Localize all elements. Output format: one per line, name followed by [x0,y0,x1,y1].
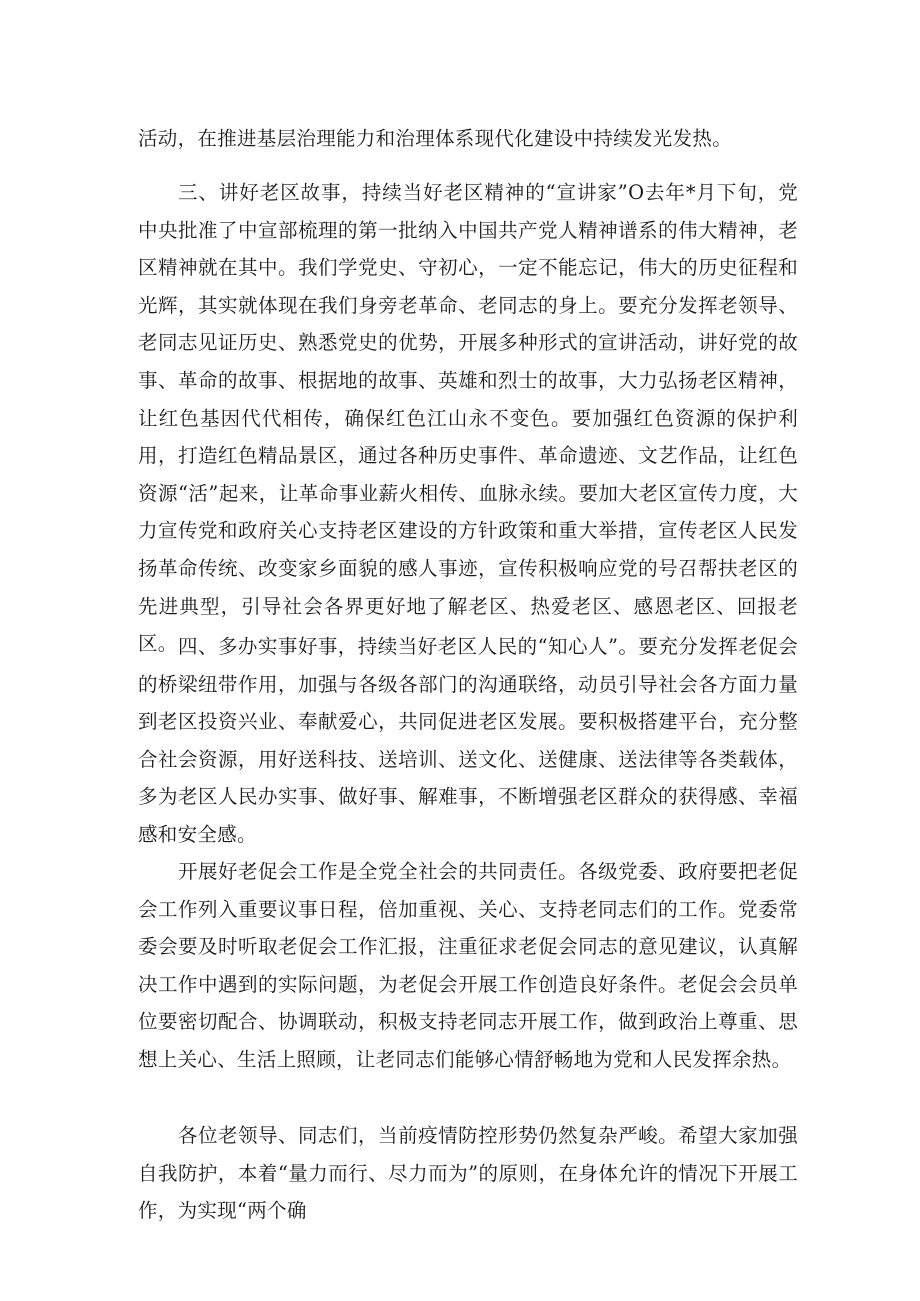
paragraph-shared-responsibility: 开展好老促会工作是全党全社会的共同责任。各级党委、政府要把老促会工作列入重要议事日程，倍加重视、关心、支持老同志们的工作。党委常委会要及时听取老促会工作汇报，注重征求老促会同志的意见建议，认真解决工作中遇到的实际问题，为老促会开展工作创造良好条件。老促会会员单位要密切配合、协调联动，积极支持老同志开展工作，做到政治上尊重、思想上关心、生活上照顾，让老同志们能够心情舒畅地为党和人民发挥余热。 [138,860,798,1071]
paragraph-closing: 各位老领导、同志们，当前疫情防控形势仍然复杂严峻。希望大家加强自我防护，本着“量力而行、尽力而为”的原则，在身体允许的情况下开展工作，为实现“两个确 [138,1124,798,1223]
paragraph-section-three: 三、讲好老区故事，持续当好老区精神的“宣讲家”O去年*月下旬，党中央批准了中宣部梳理的第一批纳入中国共产党人精神谱系的伟大精神，老区精神就在其中。我们学党史、守初心，一定不能忘记，伟大的历史征程和光辉，其实就体现在我们身旁老革命、老同志的身上。要充分发挥老领导、老同志见证历史、熟悉党史的优势，开展多种形式的宣讲活动，讲好党的故事、革命的故事、根据地的故事、英雄和烈士的故事，大力弘扬老区精神，让红色基因代代相传，确保红色江山永不变色。要加强红色资源的保护利用，打造红色精品景区，通过各种历史事件、革命遗迹、文艺作品，让红色资源“活”起来，让革命事业薪火相传、血脉永续。要加大老区宣传力度，大力宣传党和政府关心支持老区建设的方针政策和重大举措，宣传老区人民发扬革命传统、改变家乡面貌的感人事迹，宣传积极响应党的号召帮扶老区的先进典型，引导社会各界更好地了解老区、热爱老区、感恩老区、回报老区。 [138,181,798,656]
paragraph-section-four: 四、多办实事好事，持续当好老区人民的“知心人”。要充分发挥老促会的桥梁纽带作用，加强与各级各部门的沟通联络，动员引导社会各方面力量到老区投资兴业、奉献爱心，共同促进老区发展。要积极搭建平台，充分整合社会资源，用好送科技、送培训、送文化、送健康、送法律等各类载体，多为老区人民办实事、做好事、解难事，不断增强老区群众的获得感、幸福感和安全感。 [138,635,798,846]
paragraph-continuation: 活动，在推进基层治理能力和治理体系现代化建设中持续发光发热。 [138,127,733,150]
